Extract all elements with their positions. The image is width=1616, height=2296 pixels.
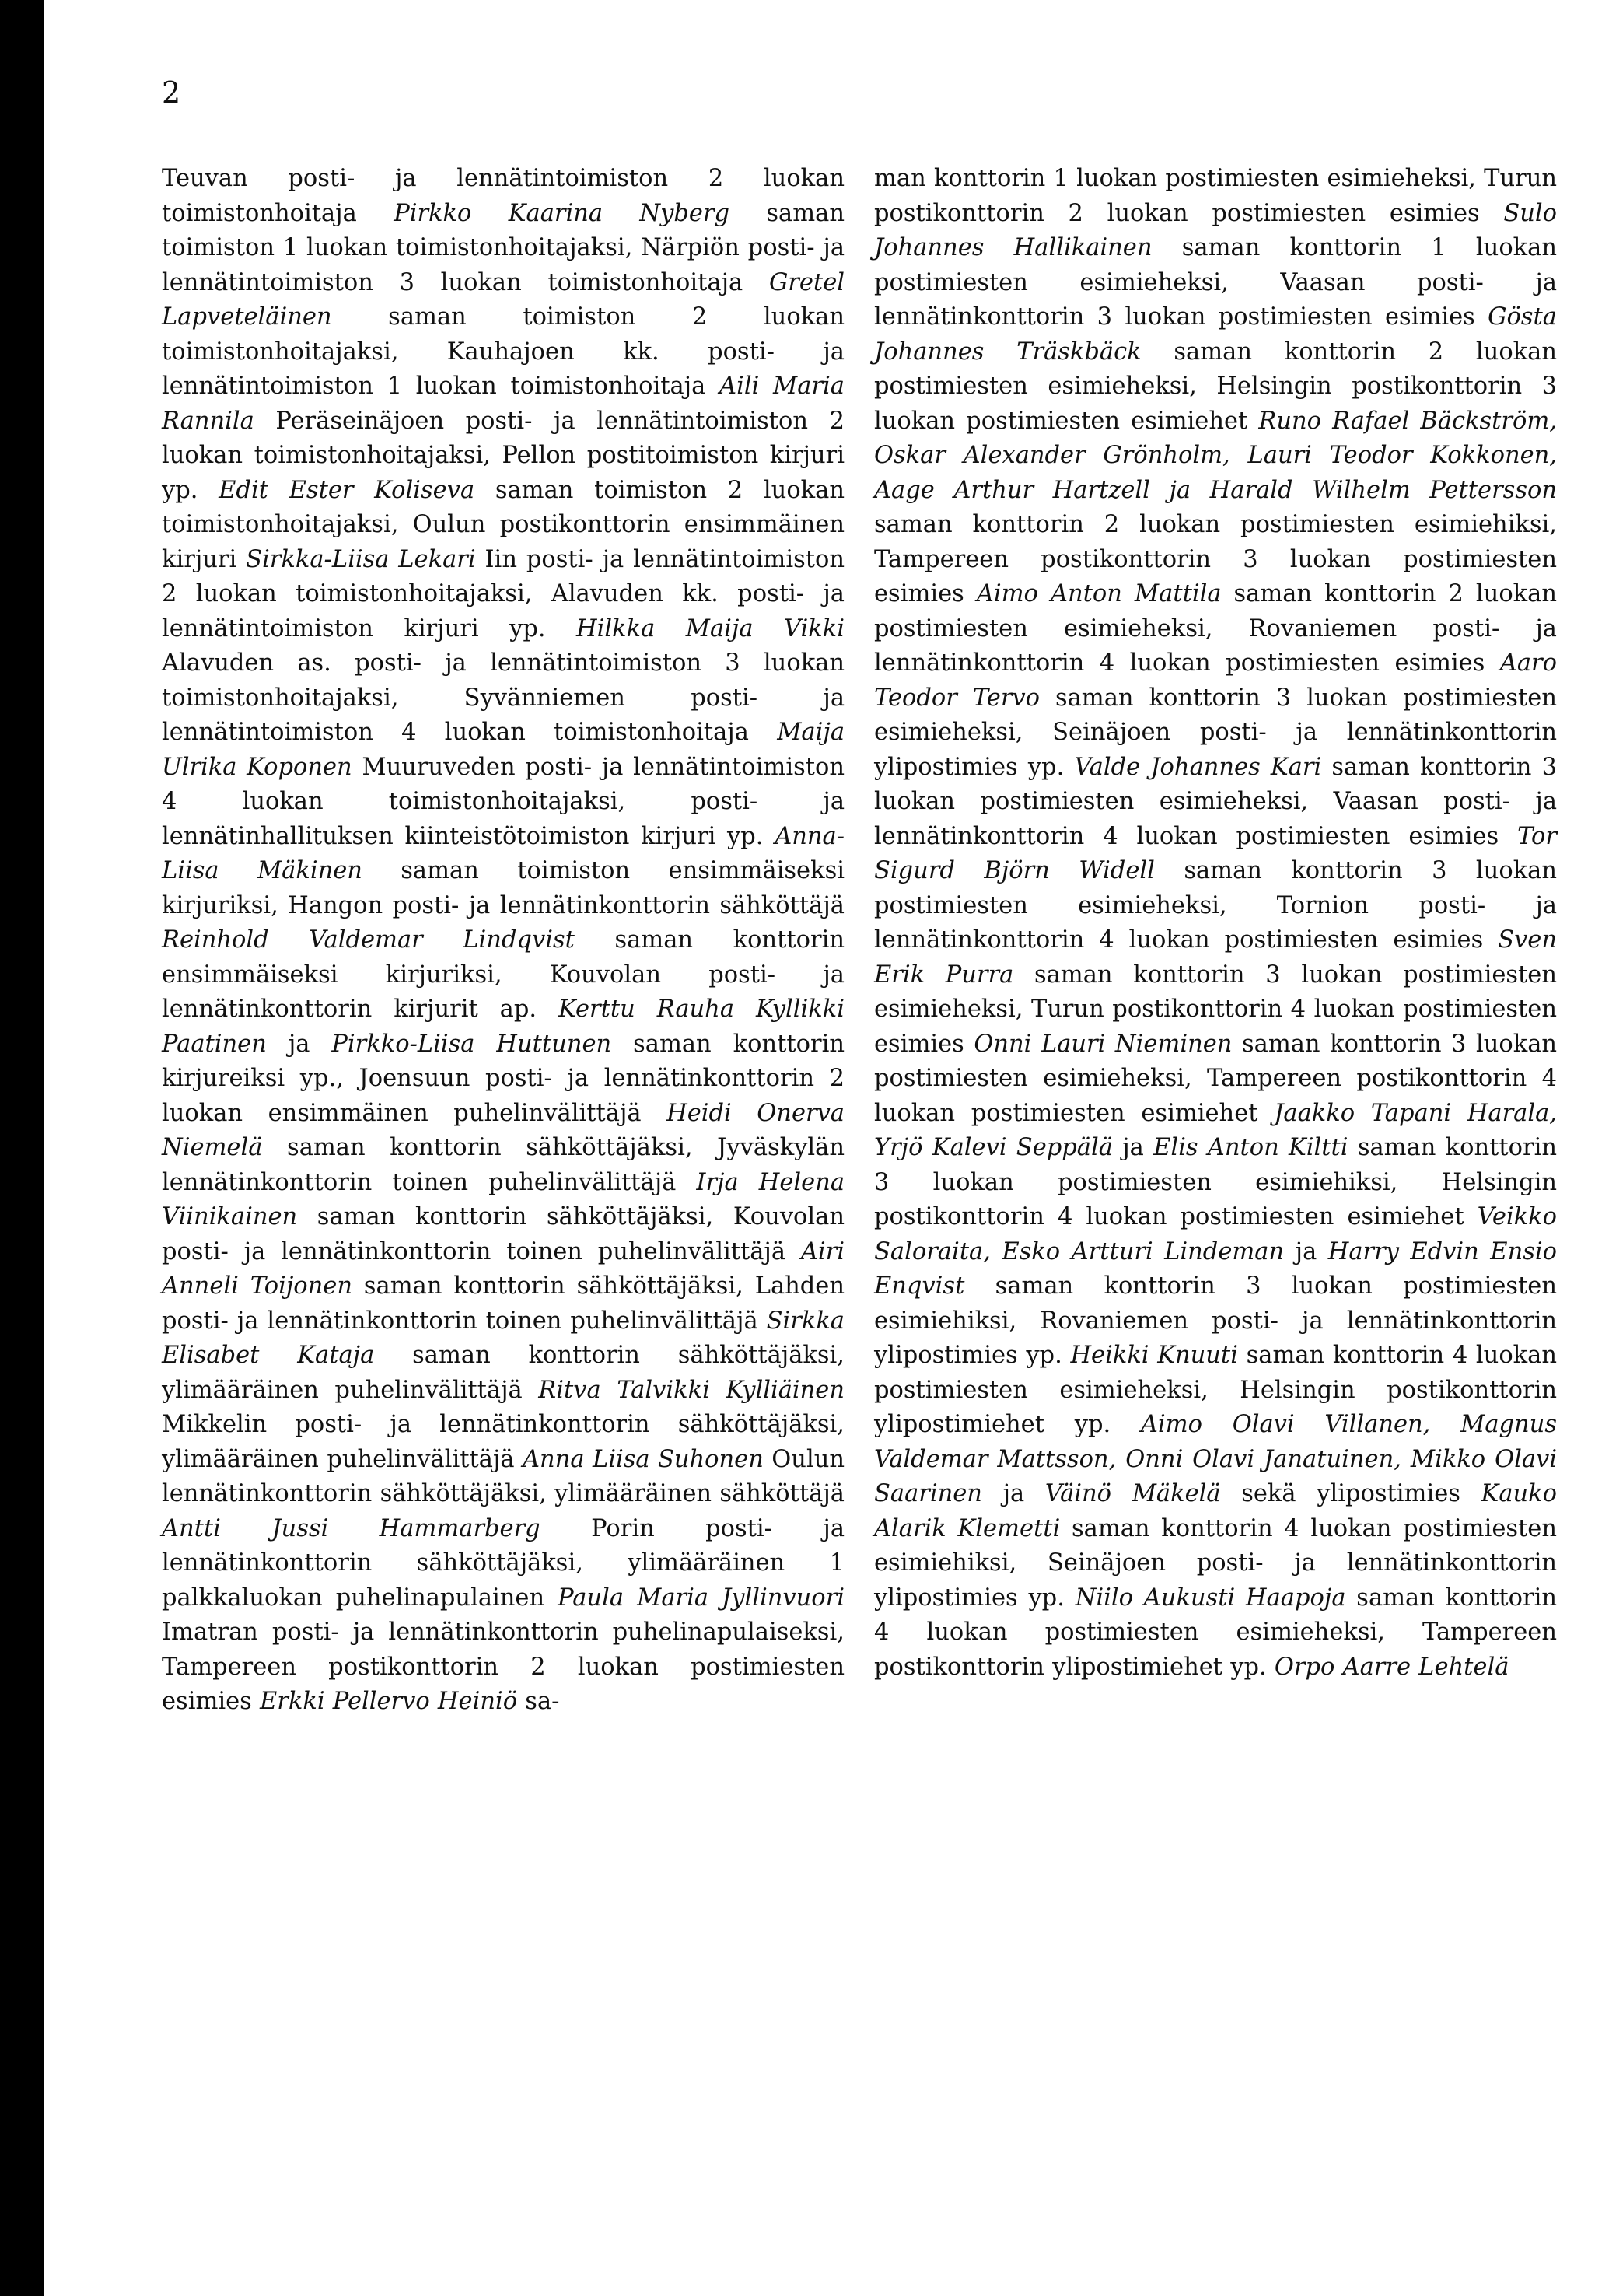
person-name: Jaakko Tapani Harala, Yrjö Kalevi Seppälä [874, 1099, 1557, 1161]
person-name: Erkki Pellervo Heiniö [260, 1688, 518, 1715]
text-run: saman konttorin 1 luokan postimiesten esimieheksi, Vaasan posti- ja lennätinkonttorin 3 luokan postimiesten esimies [874, 234, 1557, 331]
text-run: saman konttorin sähköttäjäksi, Lahden posti- ja lennätinkonttorin toinen puhelinvälittäjä [162, 1272, 845, 1335]
text-run: Peräseinäjoen posti- ja lennätintoimiston 2 luokan toimistonhoitajaksi, Pellon postitoimiston kirjuri yp. [162, 407, 845, 504]
person-name: Orpo Aarre Lehtelä [1274, 1653, 1509, 1681]
text-run: ja [981, 1480, 1045, 1507]
text-run: sekä ylipostimies [1220, 1480, 1481, 1507]
column-paragraph [162, 162, 845, 1720]
text-run: Alavuden as. posti- ja lennätintoimiston 3 luokan toimistonhoitajaksi, Syvänniemen posti- ja lennätintoimiston 4 luokan toimistonhoitaja [162, 649, 845, 746]
text-run: saman konttorin 3 luokan postimiesten esimieheksi, Tornion posti- ja lennätinkonttorin 4 luokan postimiesten esimies [874, 857, 1557, 954]
text-run: saman konttorin 3 luokan postimiesten esimieheksi, Turun postikonttorin 4 luokan postimiesten esimies [874, 961, 1557, 1058]
person-name: Anna-Liisa Mäkinen [162, 822, 845, 884]
text-run: Muuruveden posti- ja lennätintoimiston 4 luokan toimistonhoitajaksi, posti- ja lennätinhallituksen kiinteistötoimiston kirjuri yp. [162, 753, 845, 850]
text-run: Imatran posti- ja lennätinkonttorin puhelinapulaiseksi, Tampereen postikonttorin 2 luokan postimiesten esimies [162, 1619, 845, 1715]
text-run: saman konttorin sähköttäjäksi, ylimääräinen puhelinvälittäjä [162, 1342, 845, 1404]
text-run: ja [1112, 1134, 1154, 1161]
person-name: Hilkka Maija Vikki [576, 614, 845, 642]
text-run: saman toimiston ensimmäiseksi kirjuriksi, Hangon posti- ja lennätinkonttorin sähköttäjä [162, 857, 845, 919]
text-run: saman toimiston 2 luokan toimistonhoitajaksi, Kauhajoen kk. posti- ja lennätintoimiston 1 luokan toimistonhoitaja [162, 303, 845, 400]
person-name: Tor Sigurd Björn Widell [874, 822, 1557, 884]
person-name: Elis Anton Kiltti [1153, 1134, 1348, 1161]
person-name: Gösta Johannes Träskbäck [874, 303, 1557, 366]
person-name: Paula Maria Jyllinvuori [558, 1584, 845, 1612]
person-name: Sulo Johannes Hallikainen [874, 199, 1557, 261]
person-name: Irja Helena Viinikainen [162, 1168, 845, 1230]
text-run: saman konttorin 3 luokan postimiesten esimieheksi, Seinäjoen posti- ja lennätinkonttorin ylipostimies yp. [874, 684, 1557, 781]
text-run: saman konttorin sähköttäjäksi, Jyväskylän lennätinkonttorin toinen puhelinvälittäjä [162, 1134, 845, 1196]
text-run: saman konttorin 3 luokan postimiesten esimieheksi, Tampereen postikonttorin 4 luokan postimiesten esimiehet [874, 1030, 1558, 1127]
text-run: man konttorin 1 luokan postimiesten esimieheksi, Turun postikonttorin 2 luokan postimiesten esimies [874, 165, 1557, 227]
person-name: Kerttu Rauha Kyllikki Paatinen [162, 996, 845, 1058]
person-name: Aaro Teodor Tervo [874, 649, 1557, 712]
person-name: Sirkka Elisabet Kataja [162, 1307, 845, 1369]
person-name: Aimo Anton Mattila [976, 580, 1222, 607]
person-name: Kauko Alarik Klemetti [874, 1480, 1558, 1542]
person-name: Antti Jussi Hammarberg [162, 1514, 540, 1542]
text-run: saman konttorin 3 luokan postimiesten esimieheksi, Vaasan posti- ja lennätinkonttorin 4 luokan postimiesten esimies [874, 753, 1557, 850]
person-name: Harry Edvin Ensio Enqvist [874, 1237, 1557, 1300]
text-run: Iin posti- ja lennätintoimiston 2 luokan toimistonhoitajaksi, Alavuden kk. posti- ja lennätintoimiston kirjuri yp. [162, 545, 845, 642]
text-run: saman toimiston 1 luokan toimistonhoitajaksi, Närpiön posti- ja lennätintoimiston 3 luokan toimistonhoitaja [162, 199, 845, 296]
scan-border [0, 0, 44, 2296]
person-name: Anna Liisa Suhonen [523, 1445, 764, 1473]
text-run: Porin posti- ja lennätinkonttorin sähköttäjäksi, ylimääräinen 1 palkkaluokan puhelinapulainen [162, 1514, 845, 1612]
person-name: Aimo Olavi Villanen, Magnus Valdemar Mattsson, Onni Olavi Janatuinen, Mikko Olavi Saarinen [874, 1411, 1557, 1507]
person-name: Heidi Onerva Niemelä [162, 1099, 845, 1161]
person-name: Gretel Lapveteläinen [162, 268, 845, 331]
text-run: saman konttorin ensimmäiseksi kirjuriksi, Kouvolan posti- ja lennätinkonttorin kirjurit ap. [162, 926, 845, 1023]
person-name: Edit Ester Koliseva [219, 476, 475, 504]
person-name: Reinhold Valdemar Lindqvist [162, 926, 575, 954]
person-name: Pirkko Kaarina Nyberg [394, 199, 730, 227]
person-name: Runo Rafael Bäckström, Oskar Alexander Grönholm, Lauri Teodor Kokkonen, Aage Arthur Hartzell ja Harald Wilhelm Pettersson [874, 407, 1557, 504]
text-run: Mikkelin posti- ja lennätinkonttorin sähköttäjäksi, ylimääräinen puhelinvälittäjä [162, 1411, 845, 1473]
text-run: saman konttorin kirjureiksi yp., Joensuun posti- ja lennätinkonttorin 2 luokan ensimmäinen puhelinvälittäjä [162, 1030, 845, 1127]
column-paragraph [874, 162, 1557, 1685]
text-run: Teuvan posti- ja lennätintoimiston 2 luokan toimistonhoitaja [162, 165, 845, 227]
person-name: Niilo Aukusti Haapoja [1075, 1584, 1346, 1612]
text-run: ja [1284, 1237, 1328, 1265]
person-name: Airi Anneli Toijonen [162, 1237, 845, 1300]
text-run: saman konttorin 3 luokan postimiesten esimiehiksi, Rovaniemen posti- ja lennätinkonttorin ylipostimies yp. [874, 1272, 1557, 1369]
text-run: saman konttorin 4 luokan postimiesten esimieheksi, Helsingin postikonttorin ylipostimiehet yp. [874, 1342, 1557, 1438]
text-run: saman konttorin sähköttäjäksi, Kouvolan posti- ja lennätinkonttorin toinen puhelinvälittäjä [162, 1203, 845, 1265]
text-run: saman konttorin 2 luokan postimiesten esimieheksi, Helsingin postikonttorin 3 luokan postimiesten esimiehet [874, 338, 1557, 435]
person-name: Väinö Mäkelä [1044, 1480, 1221, 1507]
text-run: saman konttorin 4 luokan postimiesten esimieheksi, Tampereen postikonttorin ylipostimiehet yp. [874, 1584, 1557, 1681]
person-name: Heikki Knuuti [1070, 1342, 1238, 1369]
person-name: Ritva Talvikki Kylliäinen [538, 1376, 845, 1404]
text-run: ja [266, 1030, 332, 1058]
text-column-right [874, 162, 1557, 1685]
person-name: Veikko Saloraita, Esko Artturi Lindeman [874, 1203, 1557, 1265]
text-run: saman konttorin 4 luokan postimiesten esimiehiksi, Seinäjoen posti- ja lennätinkonttorin ylipostimies yp. [874, 1514, 1557, 1612]
text-run: Oulun lennätinkonttorin sähköttäjäksi, ylimääräinen sähköttäjä [162, 1445, 845, 1507]
text-column-left [162, 162, 845, 1720]
text-run: saman konttorin 3 luokan postimiesten esimiehiksi, Helsingin postikonttorin 4 luokan postimiesten esimiehet [874, 1134, 1558, 1230]
person-name: Sven Erik Purra [874, 926, 1557, 989]
text-run: saman konttorin 2 luokan postimiesten esimiehiksi, Tampereen postikonttorin 3 luokan postimiesten esimies [874, 511, 1557, 607]
person-name: Onni Lauri Nieminen [974, 1030, 1233, 1058]
person-name: Maija Ulrika Koponen [162, 719, 845, 781]
page-number: 2 [162, 75, 181, 110]
person-name: Pirkko-Liisa Huttunen [331, 1030, 612, 1058]
person-name: Aili Maria Rannila [162, 373, 845, 435]
text-run: saman toimiston 2 luokan toimistonhoitajaksi, Oulun postikonttorin ensimmäinen kirjuri [162, 476, 845, 573]
text-run: saman konttorin 2 luokan postimiesten esimieheksi, Rovaniemen posti- ja lennätinkonttorin 4 luokan postimiesten esimies [874, 580, 1557, 677]
person-name: Sirkka-Liisa Lekari [246, 545, 476, 573]
text-run: sa- [517, 1688, 560, 1715]
person-name: Valde Johannes Kari [1074, 753, 1322, 781]
